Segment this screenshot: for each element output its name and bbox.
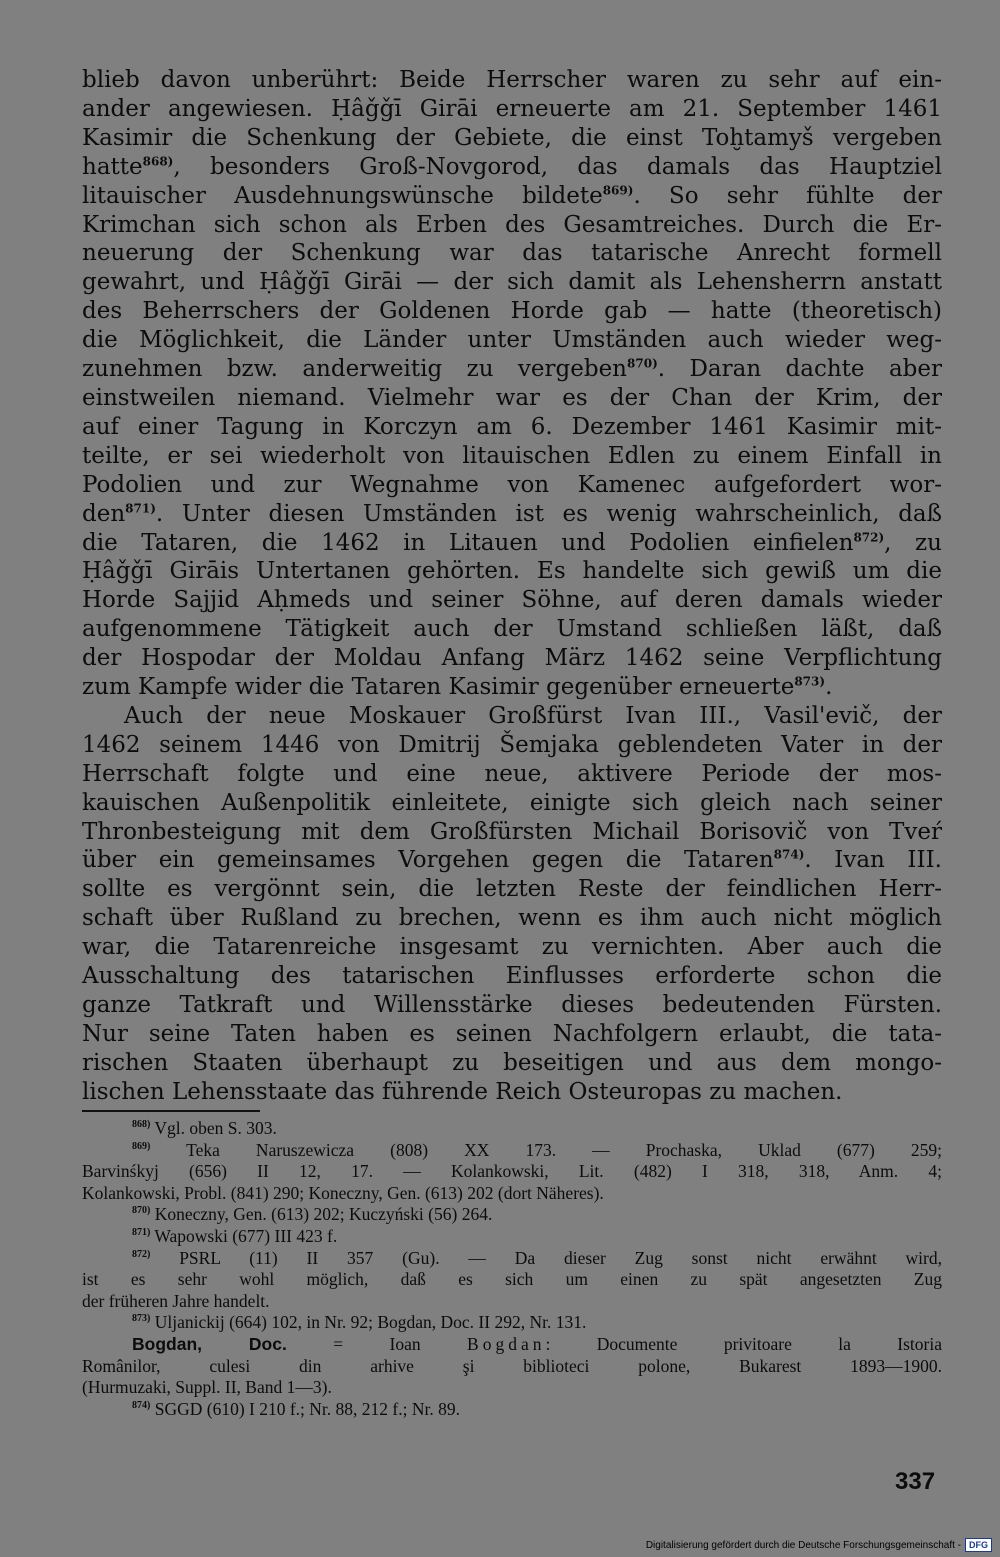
footnote-872-line-2: ist es sehr wohl möglich, daß es sich um einen zu spät angesetzten Zug [82, 1269, 942, 1290]
paragraph-1-line: blieb davon unberührt: Beide Herrscher waren zu sehr auf ein- [82, 67, 942, 93]
footnote-ref[interactable]: 868) [142, 154, 174, 169]
footnote-872-line-1: $^{872)}$ PSRL (11) II 357 (Gu). — Da dieser Zug sonst nicht erwähnt wird, [132, 1247, 942, 1268]
paragraph-2-line: kauischen Außenpolitik einleitete, einigte sich gleich nach seiner [82, 789, 942, 816]
footnote-871: $^{871)}$ Wapowski (677) III 423 f. [132, 1225, 338, 1246]
paragraph-1-line: litauischer Ausdehnungswünsche bildete$^{869)}$. So sehr fühlte der [82, 182, 942, 209]
footnote-868: $^{868)}$ Vgl. oben S. 303. [132, 1118, 277, 1138]
dfg-logo: DFG [965, 1538, 992, 1552]
paragraph-2 [82, 702, 942, 1107]
paragraph-1-line: die Tataren, die 1462 in Litauen und Podolien einfielen$^{872)}$, zu [82, 529, 942, 556]
paragraph-1-line: zum Kampfe wider die Tataren Kasimir gegenüber erneuerte$^{873)}$. [82, 674, 833, 701]
paragraph-2-line: Ausschaltung des tatarischen Einflusses erforderte schon die [82, 963, 942, 990]
abbreviation-bogdan-line-2: Românilor, culesi din arhive şi biblioteci polone, Bukarest 1893—1900. [82, 1355, 942, 1376]
digitization-credit [646, 1538, 992, 1552]
paragraph-2-line: rischen Staaten überhaupt zu beseitigen und aus dem mongo- [82, 1049, 942, 1076]
paragraph-1-line: neuerung der Schenkung war das tatarische Anrecht formell [82, 240, 942, 267]
paragraph-1-line: auf einer Tagung in Korczyn am 6. Dezember 1461 Kasimir mit- [82, 413, 942, 440]
footnote-872-line-3: der früheren Jahre handelt. [82, 1290, 270, 1311]
paragraph-1-line: den$^{871)}$. Unter diesen Umständen ist es wenig wahrscheinlich, daß [82, 500, 942, 527]
page-number: 337 [895, 1468, 936, 1495]
footnote-ref[interactable]: 871) [125, 500, 156, 515]
paragraph-1-line: teilte, er sei wiederholt von litauischen Edlen zu einem Einfall in [82, 442, 942, 469]
paragraph-1-line: Ḥâǧǧī Girāis Untertanen gehörten. Es handelte sich gewiß um die [82, 558, 942, 585]
paragraph-1-line: ander angewiesen. Ḥâǧǧī Girāi erneuerte am 21. September 1461 [82, 95, 942, 122]
paragraph-1-line: Kasimir die Schenkung der Gebiete, die einst Toḫtamyš vergeben [82, 124, 942, 151]
credit-text: Digitalisierung gefördert durch die Deutsche Forschungsgemeinschaft - [645, 1539, 961, 1551]
paragraph-1-line: des Beherrschers der Goldenen Horde gab — hatte (theoretisch) [82, 298, 942, 325]
paragraph-1-line: Krimchan sich schon als Erben des Gesamtreiches. Durch die Er- [82, 211, 942, 238]
main-text [82, 66, 942, 1107]
footnote-ref[interactable]: 869) [602, 182, 634, 197]
paragraph-2-line: ganze Tatkraft und Willensstärke dieses bedeutenden Fürsten. [82, 992, 942, 1018]
paragraph-2-line: schaft über Rußland zu brechen, wenn es ihm auch nicht möglich [82, 905, 942, 932]
footnote-873: $^{873)}$ Uljanickij (664) 102, in Nr. 92; Bogdan, Doc. II 292, Nr. 131. [132, 1312, 587, 1333]
footnote-ref[interactable]: 870) [627, 356, 658, 371]
paragraph-2-line: Auch der neue Moskauer Großfürst Ivan III., Vasil'evič, der [124, 702, 942, 729]
paragraph-1-line: die Möglichkeit, die Länder unter Umständen auch wieder weg- [82, 327, 942, 354]
paragraph-2-line: sollte es vergönnt sein, die letzten Reste der feindlichen Herr- [82, 876, 942, 903]
paragraph-2-line: Thronbesteigung mit dem Großfürsten Michail Borisovič von Tveŕ [82, 818, 942, 845]
paragraph-1-line: einstweilen niemand. Vielmehr war es der Chan der Krim, der [82, 384, 942, 411]
abbreviation-bogdan-line-1: Bogdan, Doc. = Ioan Bogdan: Documente privitoare la Istoria [132, 1333, 942, 1354]
paragraph-1-line: Podolien und zur Wegnahme von Kamenec aufgefordert wor- [82, 471, 942, 498]
paragraph-1-line: der Hospodar der Moldau Anfang März 1462 seine Verpflichtung [82, 645, 942, 672]
paragraph-2-line: war, die Tatarenreiche insgesamt zu vernichten. Aber auch die [82, 934, 942, 961]
paragraph-2-line: Nur seine Taten haben es seinen Nachfolgern erlaubt, die tata- [82, 1020, 942, 1047]
paragraph-1 [82, 66, 942, 702]
footnote-869-line-2: Barvinśkyj (656) II 12, 17. — Kolankowski, Lit. (482) I 318, 318, Anm. 4; [82, 1161, 942, 1182]
footnote-870: $^{870)}$ Koneczny, Gen. (613) 202; Kuczyński (56) 264. [132, 1204, 493, 1225]
footnote-869-line-1: $^{869)}$ Teka Naruszewicza (808) XX 173. — Prochaska, Uklad (677) 259; [132, 1139, 942, 1160]
footnote-869-line-3: Kolankowski, Probl. (841) 290; Koneczny, Gen. (613) 202 (dort Näheres). [82, 1182, 604, 1203]
abbreviation-bogdan-line-3: (Hurmuzaki, Suppl. II, Band 1—3). [82, 1377, 332, 1398]
paragraph-1-line: Horde Sajjid Aḥmeds und seiner Söhne, auf deren damals wieder [82, 587, 942, 614]
footnote-ref[interactable]: 873) [794, 674, 826, 689]
paragraph-2-line: lischen Lehensstaate das führende Reich Osteuropas zu machen. [82, 1078, 843, 1105]
footnote-874: $^{874)}$ SGGD (610) I 210 f.; Nr. 88, 212 f.; Nr. 89. [132, 1398, 460, 1419]
footnote-ref[interactable]: 874) [773, 847, 805, 862]
footnotes [82, 1118, 942, 1420]
paragraph-1-line: gewahrt, und Ḥâǧǧī Girāi — der sich damit als Lehensherrn anstatt [82, 269, 942, 296]
paragraph-1-line: zunehmen bzw. anderweitig zu vergeben$^{870)}$. Daran dachte aber [82, 356, 942, 383]
paragraph-2-line: 1462 seinem 1446 von Dmitrij Šemjaka geblendeten Vater in der [82, 731, 942, 758]
paragraph-2-line: Herrschaft folgte und eine neue, aktivere Periode der mos- [82, 760, 942, 787]
footnote-ref[interactable]: 872) [853, 529, 885, 544]
paragraph-2-line: über ein gemeinsames Vorgehen gegen die Tataren$^{874)}$. Ivan III. [82, 847, 942, 874]
footnote-separator [82, 1110, 260, 1112]
paragraph-1-line: aufgenommene Tätigkeit auch der Umstand schließen läßt, daß [82, 616, 942, 643]
paragraph-1-line: hatte$^{868)}$, besonders Groß-Novgorod, das damals das Hauptziel [82, 153, 942, 180]
